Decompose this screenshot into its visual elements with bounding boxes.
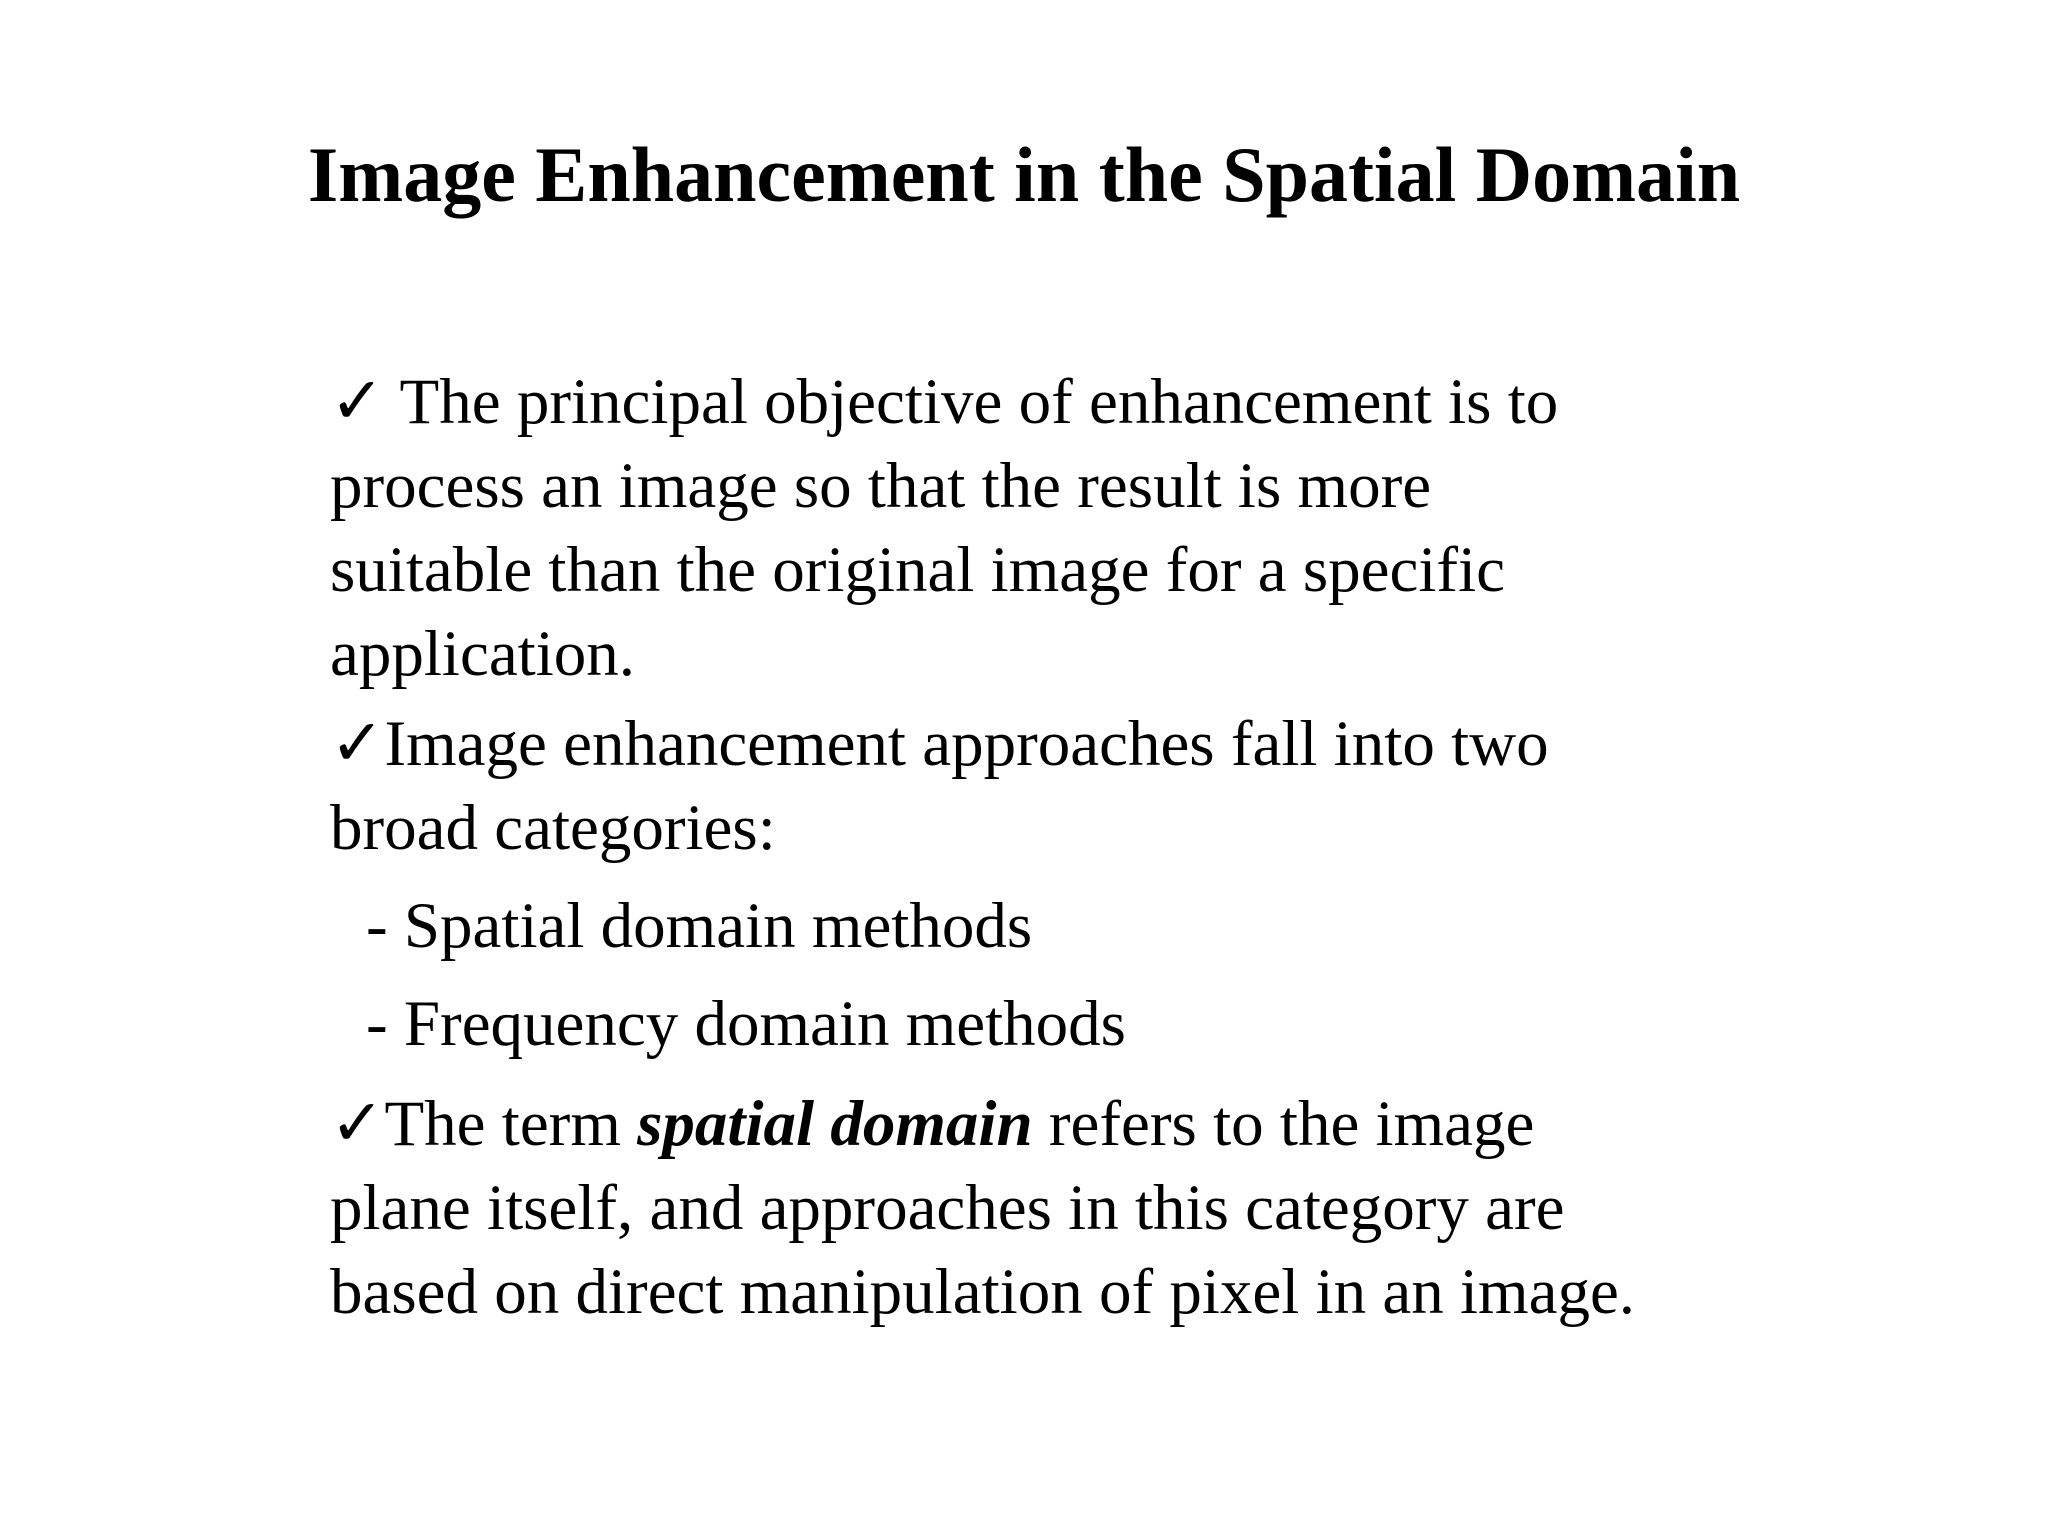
emphasized-term: spatial domain bbox=[637, 1088, 1033, 1160]
sub-item-frequency: - Frequency domain methods bbox=[366, 988, 1126, 1060]
bullet-line bbox=[330, 1082, 1770, 1166]
bullet-text: The term bbox=[384, 1088, 638, 1160]
checkmark-icon: ✓ bbox=[330, 1088, 385, 1160]
bullet-line bbox=[330, 702, 1770, 786]
bullet-enhancement-objective bbox=[330, 360, 1770, 696]
slide-title: Image Enhancement in the Spatial Domain bbox=[307, 131, 1741, 218]
bullet-enhancement-categories bbox=[330, 702, 1770, 1066]
checkmark-icon: ✓ bbox=[330, 708, 385, 780]
bullet-line: suitable than the original image for a specific bbox=[330, 534, 1505, 606]
bullet-text: refers to the image bbox=[1032, 1088, 1535, 1160]
bullet-line: broad categories: bbox=[330, 792, 776, 864]
bullet-spatial-domain-definition bbox=[330, 1082, 1770, 1334]
slide-body bbox=[330, 360, 1770, 1334]
bullet-text: The principal objective of enhancement is to bbox=[384, 366, 1559, 438]
bullet-line: plane itself, and approaches in this category are bbox=[330, 1172, 1565, 1244]
sub-item-spatial: - Spatial domain methods bbox=[366, 890, 1033, 962]
bullet-line bbox=[330, 360, 1770, 444]
bullet-line: process an image so that the result is more bbox=[330, 450, 1432, 522]
bullet-text: Image enhancement approaches fall into two bbox=[384, 708, 1549, 780]
bullet-line: application. bbox=[330, 618, 636, 690]
checkmark-icon: ✓ bbox=[330, 366, 385, 438]
bullet-line: based on direct manipulation of pixel in an image. bbox=[330, 1256, 1636, 1328]
